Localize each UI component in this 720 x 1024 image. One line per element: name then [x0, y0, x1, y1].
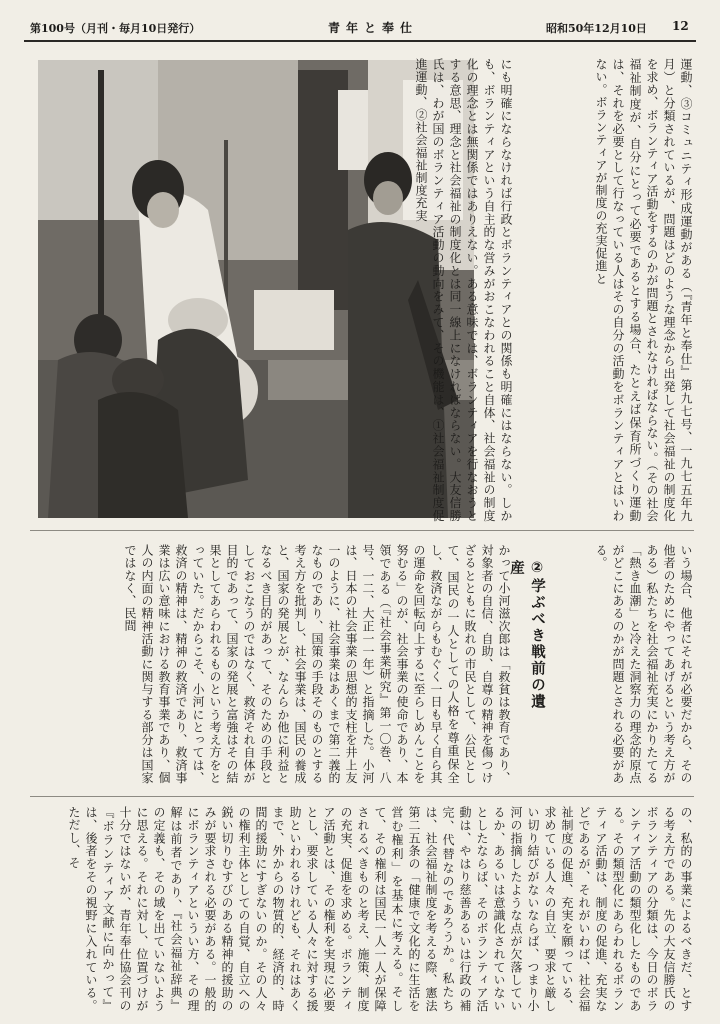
section-heading: ②学ぶべき戦前の遺産 — [508, 560, 545, 710]
article-photo — [38, 60, 474, 518]
page-header — [24, 14, 696, 40]
article-text-middle-top: いう場合、他者にそれが必要だから、その他者のためにやってあげるという考え方がある）私たちを社会福祉充実にかりたてる「熱き血潮」と冷えた洞察力の理念的原点がどこにあるのかが問題とされる必要がある。 — [594, 544, 693, 784]
article-text-upper-right: 運動、③コミュニティ形成運動がある（『青年と奉仕』第九七号、一九七五年九月）と分類されているが、問題はどのような理念から出発して社会福祉の制度化を求め、ボランティア活動をするのかが問題とされなければならない。（その社会福祉制度が、自分にとって必要であるとする場合、たとえば保育所づくり運動は、それを必要として行なっている人はその自分の活動をボランティアとはいわない。ボランティアが制度の充実促進と — [594, 58, 693, 522]
newspaper-title: 青年と奉仕 — [328, 21, 419, 35]
tier-divider-upper — [30, 530, 694, 531]
issue-info: 第100号（月刊・毎月10日発行） — [30, 22, 201, 35]
page-number: 12 — [672, 19, 689, 33]
header-rule — [24, 40, 696, 42]
article-text-lower: の、私的の事業によるべきだ、とする考え方である。先の大友信勝氏のボランティアの分類は、今日のボランティア活動の類型化したものである。その類型化にあらわれるボランティア活動は、制度の促進、充実などであるが、それがいわば、社会福祉制度の促進、充実を願っている、求めている人々の自立、要求と厳しい切り結びがないならば、つまり小河の指摘したような点が欠落しているか、あるいは意識化されていないとしたならば、そのボランティア活動は、やはり慈善あるいは行政の補完、代替なのであろうか。私たちは、社会福祉制度を考える際、憲法第二五条の「健康で文化的に生活を営む権利」を基本に考える。そして、その権利は国民一人一人が保障されるべきものと考え、施策、制度の充実、促進を求める。ボランティア活動とは、その権利を実現に必要とし、要求している人々に対する援助といわれるけれども、それはあくまで、外からの物質的、経済的、時間的援助にすぎないのか。その人々の権利主体としての自覚、自立への鋭い切りむすびのある精神的援助のみが要求される必要がある。一般的にボランティアというい方、その理解は前者であり、『社会福祉辞典』の定義も、その域を出ていないように思える。それに対し、位置づけが十分ではないが、青年奉仕協会刊の『ボランティア文献に向かって』は、後者をその視野に入れている。ただし、そ — [67, 806, 693, 1012]
tier-divider-lower — [30, 796, 694, 797]
publication-date: 昭和50年12月10日 — [546, 22, 647, 35]
article-text-middle-main: かって小河滋次郎は「救貧は教育であり、対象者の自信、自助、自尊の精神を傷つけざるとともに敗れの市民として、公民として、国民の一人としての人格を尊重保全し、救済ながらもむぐく一日も早く自ら其の運命を回転向上するに至らしめんことを努むる」のが、社会事業の使命であり、本領である（『社会事業研究』第一〇巻、八号、一二、大正一一年）と指摘した。小河は、日本の社会事業の思想的支柱を井上友一のように、社会事業はあくまで第二義的なものであり、国策の手段そのものとする考え方を批判し、社会事業は、国民の養成と、国家の発展とが、なんらか他に利益となるべき目的があって、そのための手段としておこなうのではなく、救済それ自体が目的であって、国家の発展と富強はその結果としてあらわれるものという考え方をとっていた。だからこそ、小河にとっては、救済の精神は、精神の救済であり、救済事業は広い意味における教育事業であり、個人の内面の精神活動に関与する部分は国家ではなく、民間 — [123, 544, 511, 784]
article-text-upper-left: にも明確にならなければ行政とボランティアとの関係も明確にはならない。しかも、ボランティアという自主的な営みがおこなわれること自体、社会福祉の制度化の理念とは無関係ではありえない。ある意味では、ボランティアを行なおうとする意思、理念と社会福祉の制度化とは同一線上になければならない。大友信勝氏は、わが国のボランティア活動の動向をみて、その機能は、①社会福祉制度促進運動、②社会福祉制度充実 — [414, 58, 513, 522]
